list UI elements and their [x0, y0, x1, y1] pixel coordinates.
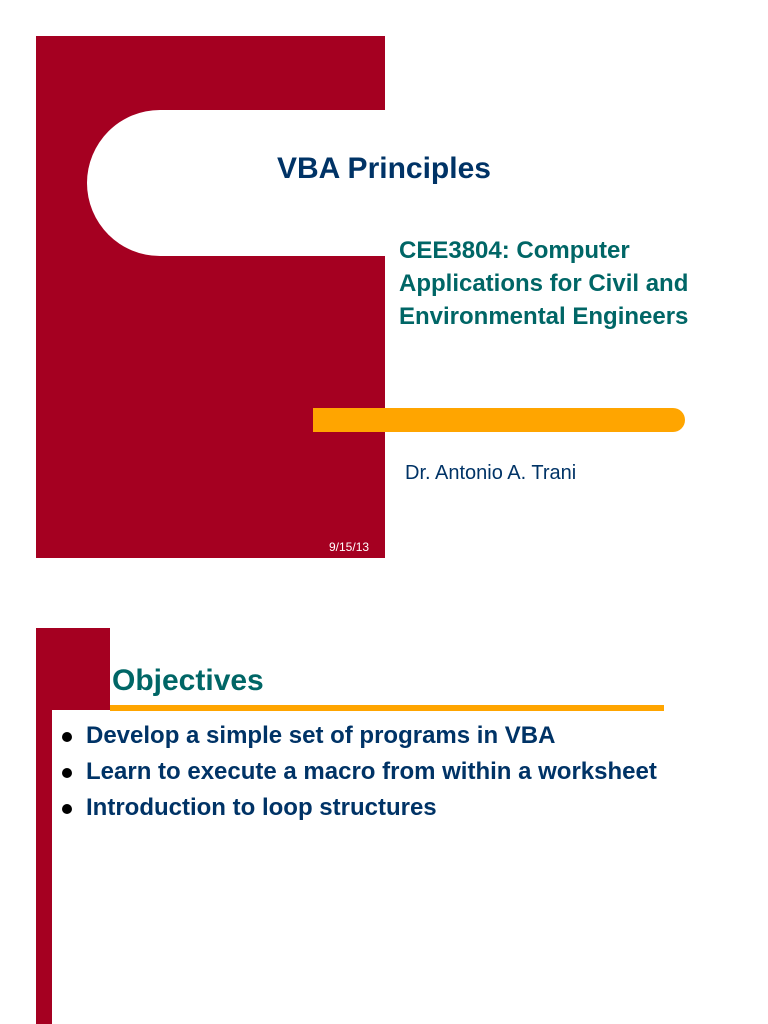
- list-item-text: Develop a simple set of programs in VBA: [86, 722, 556, 749]
- bullet-icon: [62, 768, 72, 778]
- objectives-orange-rule: [110, 705, 664, 711]
- list-item: [60, 720, 680, 752]
- objectives-slide: [0, 628, 768, 1024]
- slide-subtitle: CEE3804: Computer Applications for Civil and Environmental Engineers: [399, 237, 689, 330]
- objectives-heading: Objectives: [112, 664, 264, 697]
- list-item: [60, 756, 680, 788]
- author-name: Dr. Antonio A. Trani: [405, 462, 577, 484]
- list-item-text: Introduction to loop structures: [86, 794, 437, 821]
- bullet-icon: [62, 732, 72, 742]
- title-slide-orange-bar: [313, 408, 685, 432]
- list-item: [60, 792, 680, 824]
- slide-title: VBA Principles: [277, 152, 491, 185]
- objectives-list: [60, 720, 680, 828]
- list-item-text: Learn to execute a macro from within a worksheet: [86, 758, 657, 785]
- slide-date: 9/15/13: [329, 540, 370, 554]
- bullet-icon: [62, 804, 72, 814]
